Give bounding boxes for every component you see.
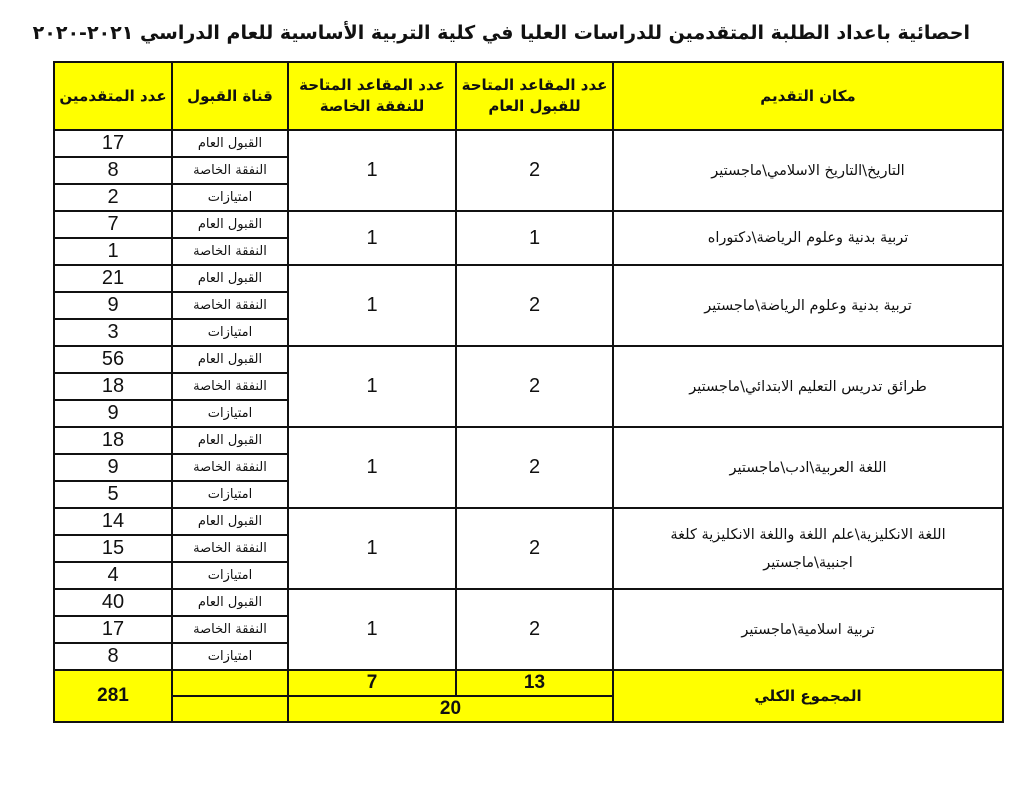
header-row [54, 62, 1003, 130]
applicants-count: 17 [54, 130, 172, 157]
applicants-count: 9 [54, 292, 172, 319]
admission-channel: امتيازات [172, 400, 288, 427]
applicants-count: 18 [54, 427, 172, 454]
application-place: تربية اسلامية\ماجستير [613, 589, 1003, 670]
total-private-seats: 7 [288, 670, 456, 696]
application-place: اللغة العربية\ادب\ماجستير [613, 427, 1003, 508]
table-row [54, 211, 1003, 238]
admission-channel: القبول العام [172, 427, 288, 454]
applicants-count: 21 [54, 265, 172, 292]
applicants-count: 3 [54, 319, 172, 346]
header-channel: قناة القبول [172, 62, 288, 130]
applicants-count: 7 [54, 211, 172, 238]
applicants-count: 9 [54, 454, 172, 481]
general-seats-cell: 2 [456, 265, 613, 346]
admission-channel: القبول العام [172, 130, 288, 157]
private-seats-cell: 1 [288, 130, 456, 211]
applicants-count: 2 [54, 184, 172, 211]
applicants-statistics-table [53, 61, 1004, 723]
total-applicants: 281 [54, 670, 172, 722]
general-seats-cell: 1 [456, 211, 613, 265]
header-general-seats: عدد المقاعد المتاحة للقبول العام [456, 62, 613, 130]
applicants-count: 1 [54, 238, 172, 265]
admission-channel: القبول العام [172, 346, 288, 373]
admission-channel: القبول العام [172, 508, 288, 535]
admission-channel: امتيازات [172, 319, 288, 346]
private-seats-cell: 1 [288, 265, 456, 346]
private-seats-cell: 1 [288, 346, 456, 427]
document-title: احصائية باعداد الطلبة المتقدمين للدراسات العليا في كلية التربية الأساسية للعام الدراسي ٢٠٢١-٢٠٢٠ [32, 22, 970, 44]
header-private-seats: عدد المقاعد المتاحة للنفقة الخاصة [288, 62, 456, 130]
totals-row [54, 670, 1003, 696]
application-place: تربية بدنية وعلوم الرياضة\ماجستير [613, 265, 1003, 346]
admission-channel: القبول العام [172, 265, 288, 292]
private-seats-cell: 1 [288, 211, 456, 265]
applicants-count: 4 [54, 562, 172, 589]
applicants-count: 56 [54, 346, 172, 373]
applicants-count: 40 [54, 589, 172, 616]
table-row [54, 265, 1003, 292]
private-seats-cell: 1 [288, 427, 456, 508]
admission-channel: امتيازات [172, 562, 288, 589]
application-place: طرائق تدريس التعليم الابتدائي\ماجستير [613, 346, 1003, 427]
table-row [54, 589, 1003, 616]
general-seats-cell: 2 [456, 589, 613, 670]
applicants-count: 18 [54, 373, 172, 400]
admission-channel: النفقة الخاصة [172, 535, 288, 562]
header-place: مكان التقديم [613, 62, 1003, 130]
admission-channel: النفقة الخاصة [172, 238, 288, 265]
application-place: التاريخ\التاريخ الاسلامي\ماجستير [613, 130, 1003, 211]
total-general-seats: 13 [456, 670, 613, 696]
general-seats-cell: 2 [456, 508, 613, 589]
applicants-count: 8 [54, 157, 172, 184]
table-row [54, 346, 1003, 373]
applicants-count: 5 [54, 481, 172, 508]
admission-channel: النفقة الخاصة [172, 292, 288, 319]
total-channel-empty [172, 670, 288, 696]
total-channel-empty-2 [172, 696, 288, 722]
admission-channel: النفقة الخاصة [172, 157, 288, 184]
table-row [54, 130, 1003, 157]
private-seats-cell: 1 [288, 589, 456, 670]
applicants-count: 14 [54, 508, 172, 535]
admission-channel: النفقة الخاصة [172, 454, 288, 481]
admission-channel: القبول العام [172, 589, 288, 616]
table-row [54, 508, 1003, 535]
applicants-count: 8 [54, 643, 172, 670]
general-seats-cell: 2 [456, 130, 613, 211]
admission-channel: امتيازات [172, 481, 288, 508]
applicants-count: 15 [54, 535, 172, 562]
admission-channel: النفقة الخاصة [172, 616, 288, 643]
admission-channel: القبول العام [172, 211, 288, 238]
private-seats-cell: 1 [288, 508, 456, 589]
admission-channel: امتيازات [172, 184, 288, 211]
general-seats-cell: 2 [456, 346, 613, 427]
general-seats-cell: 2 [456, 427, 613, 508]
application-place: اللغة الانكليزية\علم اللغة واللغة الانكليزية كلغة اجنبية\ماجستير [613, 508, 1003, 589]
admission-channel: النفقة الخاصة [172, 373, 288, 400]
applicants-count: 9 [54, 400, 172, 427]
admission-channel: امتيازات [172, 643, 288, 670]
total-label: المجموع الكلي [613, 670, 1003, 722]
table-row [54, 427, 1003, 454]
total-all-seats: 20 [288, 696, 613, 722]
application-place: تربية بدنية وعلوم الرياضة\دكتوراه [613, 211, 1003, 265]
header-applicants: عدد المتقدمين [54, 62, 172, 130]
applicants-count: 17 [54, 616, 172, 643]
